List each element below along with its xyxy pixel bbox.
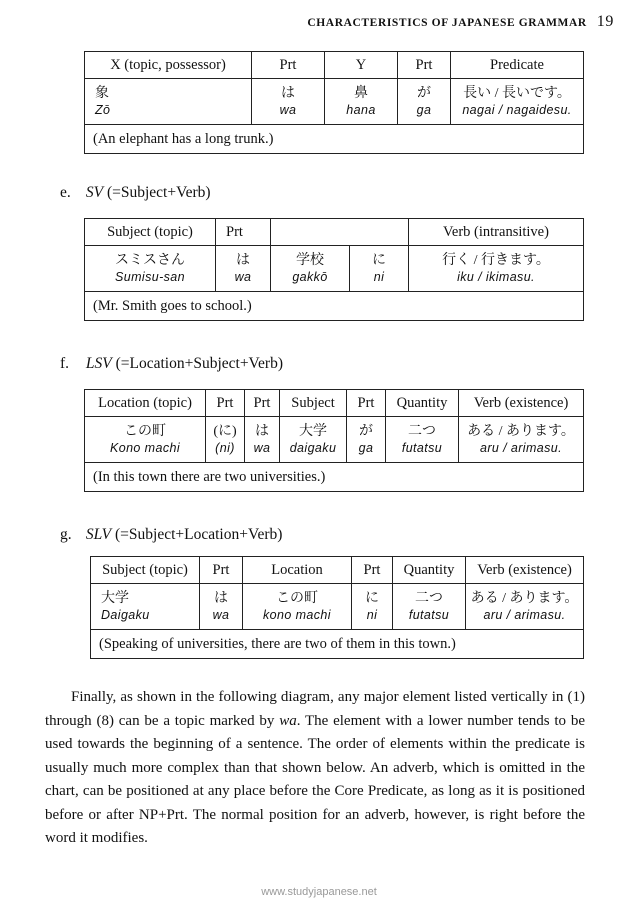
example-cell: [85, 417, 206, 463]
japanese-text: 二つ: [415, 590, 443, 606]
example-cell: [393, 584, 466, 630]
paragraph-term-wa: wa: [279, 712, 297, 729]
japanese-text: 二つ: [408, 423, 436, 439]
table-example-row: [85, 417, 584, 463]
header-cell: Prt: [216, 219, 271, 246]
romaji-text: futatsu: [408, 607, 450, 622]
japanese-text: は: [214, 590, 228, 606]
header-cell: Quantity: [386, 390, 459, 417]
header-title: CHARACTERISTICS OF JAPANESE GRAMMAR: [307, 17, 587, 29]
header-cell: X (topic, possessor): [85, 52, 252, 79]
romaji-text: ni: [366, 607, 378, 622]
japanese-text: 鼻: [354, 85, 368, 101]
japanese-text: に: [365, 590, 379, 606]
table-example-row: [85, 246, 584, 292]
translation-text: (In this town there are two universities.): [85, 463, 584, 492]
table-translation-row: [85, 292, 584, 321]
romaji-text: Zō: [95, 102, 111, 117]
example-cell: [91, 584, 200, 630]
example-cell: [466, 584, 584, 630]
romaji-text: ni: [373, 269, 385, 284]
romaji-text: ga: [358, 440, 374, 455]
paragraph-text: [45, 686, 585, 851]
japanese-text: 行く / 行きます。: [442, 252, 550, 268]
japanese-text: が: [359, 423, 373, 439]
table-example-row: [85, 79, 584, 125]
romaji-text: wa: [212, 607, 230, 622]
example-cell: [252, 79, 325, 125]
japanese-text: ある / あります。: [470, 590, 579, 606]
table-translation-row: [85, 463, 584, 492]
example-cell: [352, 584, 393, 630]
section-abbr: LSV: [85, 355, 112, 372]
japanese-text: は: [255, 423, 269, 439]
japanese-text: に: [372, 252, 386, 268]
section-e-label: [60, 184, 211, 202]
table-elephant: [84, 51, 584, 154]
header-cell: Subject (topic): [85, 219, 216, 246]
header-cell: Location: [243, 557, 352, 584]
table-header-row: [85, 390, 584, 417]
romaji-text: aru / arimasu.: [479, 440, 563, 455]
japanese-text: 象: [95, 85, 109, 101]
header-cell: Prt: [252, 52, 325, 79]
example-cell: [206, 417, 245, 463]
table-header-row: [91, 557, 584, 584]
running-header: [307, 13, 614, 31]
japanese-text: ある / あります。: [467, 423, 575, 439]
romaji-text: futatsu: [401, 440, 443, 455]
section-desc: (=Location+Subject+Verb): [115, 355, 283, 372]
body-paragraph: [45, 686, 585, 851]
romaji-text: Kono machi: [109, 440, 180, 455]
example-cell: [350, 246, 409, 292]
japanese-text: この町: [124, 423, 166, 439]
example-cell: [347, 417, 386, 463]
romaji-text: ga: [416, 102, 432, 117]
romaji-text: wa: [253, 440, 271, 455]
japanese-text: 大学: [299, 423, 327, 439]
example-cell: [85, 246, 216, 292]
section-f-label: [60, 355, 283, 373]
section-letter: g.: [60, 526, 72, 543]
japanese-text: スミスさん: [115, 252, 185, 268]
romaji-text: wa: [279, 102, 297, 117]
romaji-text: daigaku: [289, 440, 337, 455]
japanese-text: (に): [213, 423, 237, 439]
page-number: 19: [596, 13, 614, 30]
japanese-text: は: [281, 85, 295, 101]
section-abbr: SLV: [85, 526, 112, 543]
header-cell: Verb (existence): [466, 557, 584, 584]
header-cell: Subject: [280, 390, 347, 417]
header-cell: Prt: [206, 390, 245, 417]
paragraph-part-2: . The element with a lower number tends to be used towards the beginning of a sentence. The order of elements within the predicate is usually much more complex than that shown below. An adverb, which is omitted in the chart, can be positioned at any place before the Core Predicate, as long as it is positioned before or after NP+Prt. The normal position for an adverb, however, is right before the word it modifies.: [45, 712, 585, 846]
example-cell: [271, 246, 350, 292]
example-cell: [85, 79, 252, 125]
romaji-text: (ni): [215, 440, 235, 455]
section-g-label: [60, 526, 282, 544]
example-cell: [325, 79, 398, 125]
japanese-text: は: [236, 252, 250, 268]
header-cell: Predicate: [451, 52, 584, 79]
japanese-text: が: [417, 85, 431, 101]
header-cell: Prt: [200, 557, 243, 584]
japanese-text: 大学: [101, 590, 129, 606]
section-abbr: SV: [85, 184, 104, 201]
japanese-text: 長い / 長いです。: [463, 85, 571, 101]
table-example-row: [91, 584, 584, 630]
header-cell: Prt: [245, 390, 280, 417]
header-cell: Prt: [347, 390, 386, 417]
example-cell: [409, 246, 584, 292]
romaji-text: wa: [234, 269, 252, 284]
example-cell: [216, 246, 271, 292]
header-cell: Location (topic): [85, 390, 206, 417]
section-letter: e.: [60, 184, 71, 201]
romaji-text: Daigaku: [101, 607, 150, 622]
table-header-row: [85, 219, 584, 246]
example-cell: [200, 584, 243, 630]
example-cell: [459, 417, 584, 463]
example-cell: [398, 79, 451, 125]
header-cell: Verb (existence): [459, 390, 584, 417]
paragraph-part-1: Finally, as shown in the following diagram, any major element listed vertically in (1) through (8) can be a topic marked by: [45, 689, 585, 729]
romaji-text: nagai / nagaidesu.: [462, 102, 572, 117]
table-translation-row: [85, 125, 584, 154]
romaji-text: hana: [346, 102, 376, 117]
romaji-text: gakkō: [292, 269, 328, 284]
translation-text: (Mr. Smith goes to school.): [85, 292, 584, 321]
header-cell: Subject (topic): [91, 557, 200, 584]
romaji-text: kono machi: [263, 607, 331, 622]
example-cell: [245, 417, 280, 463]
section-letter: f.: [60, 355, 70, 372]
table-lsv: [84, 389, 584, 492]
translation-text: (An elephant has a long trunk.): [85, 125, 584, 154]
romaji-text: aru / arimasu.: [483, 607, 566, 622]
section-desc: (=Subject+Verb): [106, 184, 211, 201]
japanese-text: この町: [276, 590, 318, 606]
header-cell: [271, 219, 409, 246]
footer-url: www.studyjapanese.net: [261, 886, 377, 898]
romaji-text: iku / ikimasu.: [457, 269, 535, 284]
table-slv: [90, 556, 584, 659]
header-cell: Verb (intransitive): [409, 219, 584, 246]
table-header-row: [85, 52, 584, 79]
example-cell: [280, 417, 347, 463]
table-translation-row: [91, 630, 584, 659]
example-cell: [451, 79, 584, 125]
header-cell: Quantity: [393, 557, 466, 584]
translation-text: (Speaking of universities, there are two of them in this town.): [91, 630, 584, 659]
section-desc: (=Subject+Location+Verb): [115, 526, 283, 543]
japanese-text: 学校: [296, 252, 324, 268]
table-sv: [84, 218, 584, 321]
header-cell: Y: [325, 52, 398, 79]
header-cell: Prt: [352, 557, 393, 584]
romaji-text: Sumisu-san: [115, 269, 185, 284]
example-cell: [243, 584, 352, 630]
header-cell: Prt: [398, 52, 451, 79]
example-cell: [386, 417, 459, 463]
